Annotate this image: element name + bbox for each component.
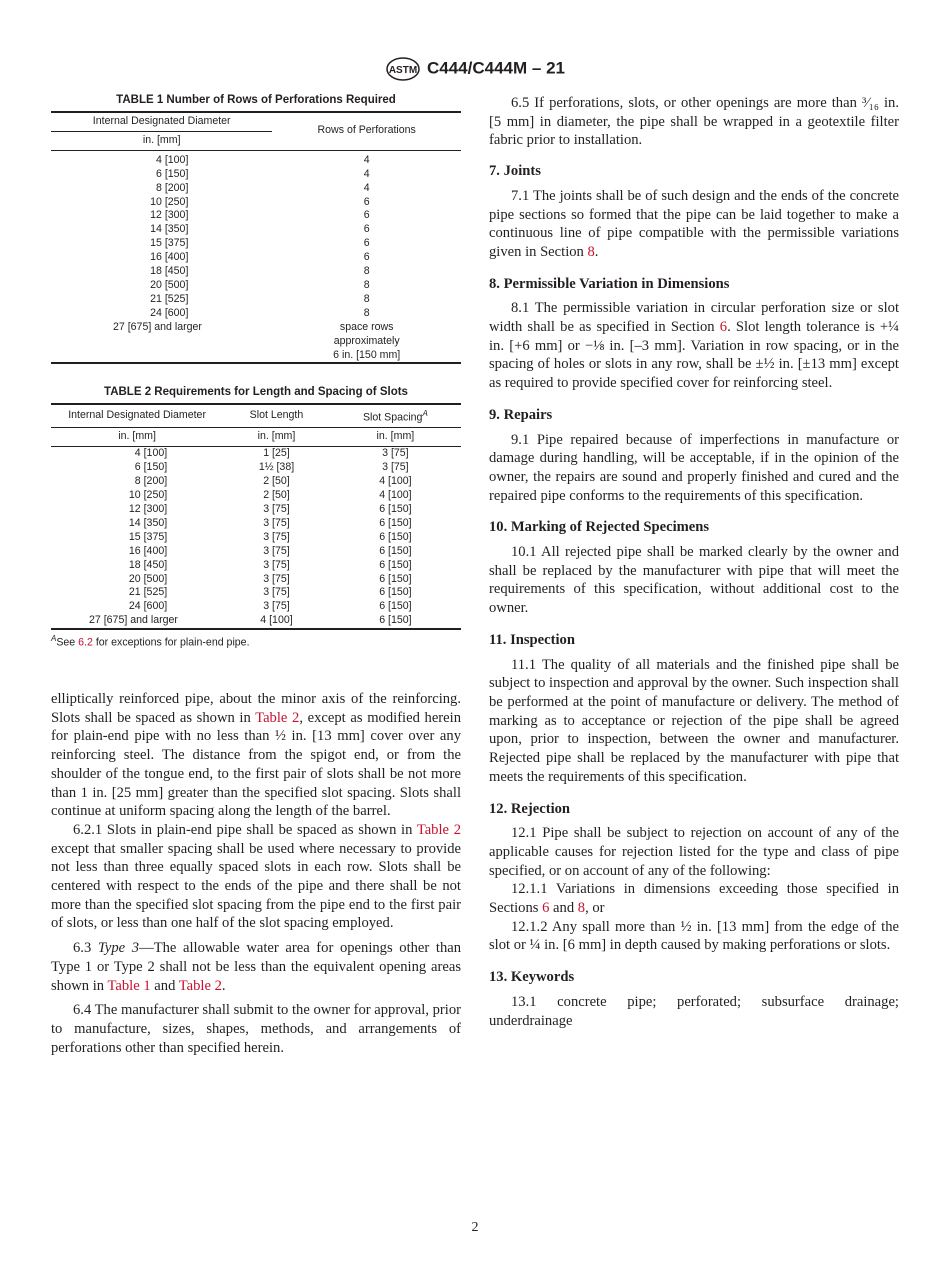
cell-rows: 6 xyxy=(363,223,370,236)
cross-reference-link[interactable]: 6 xyxy=(542,900,550,917)
section-heading: 7. Joints xyxy=(489,163,541,180)
cross-reference-link[interactable]: Table 1 xyxy=(107,977,151,994)
cell-slot-spacing: 6 [150] xyxy=(379,572,412,585)
section-link[interactable]: 6.2 xyxy=(78,636,93,649)
document-designation: C444/C444M – 21 xyxy=(427,58,565,78)
cell-diameter: 16 [400] xyxy=(128,544,168,557)
text: 12.1.2 Any spall more than ½ in. [13 mm] from the edge of the slot or ¼ in. [6 mm] in depth caused by making perforations or slots. xyxy=(489,918,899,954)
table-row xyxy=(51,517,461,531)
cell-diameter: 6 [150] xyxy=(134,461,168,474)
cell-slot-length: 1½ [38] xyxy=(258,461,295,474)
cell-diameter: 8 [200] xyxy=(155,181,189,194)
table-row xyxy=(51,489,461,503)
cell-slot-length: 1 [25] xyxy=(263,447,290,460)
table-row xyxy=(51,265,461,279)
cell-diameter: 8 [200] xyxy=(134,475,168,488)
text: 6.5 If perforations, slots, or other openings are more than ³⁄₁₆ in. [5 mm] in diameter, the pipe shall be wrapped in a geotextile filter fabric prior to installation. xyxy=(489,95,899,149)
table-row xyxy=(51,182,461,196)
text: 6.3 xyxy=(73,940,98,957)
cell-diameter: 12 [300] xyxy=(128,502,168,515)
paragraph xyxy=(489,543,899,618)
cell-diameter: 27 [675] and larger xyxy=(113,320,202,333)
text: 9.1 Pipe repaired because of imperfections in manufacture or damage during handling, will be acceptable, if in the opinion of the owner, the repairs are sound and properly finished and cured and the repaired pipe conforms to the requirements of this specification. xyxy=(489,431,899,504)
table-row xyxy=(51,321,461,364)
cell-diameter: 21 [525] xyxy=(128,586,168,599)
table-row xyxy=(51,461,461,475)
left-column-text xyxy=(51,690,461,1057)
table-row xyxy=(51,223,461,237)
table-2-footnote: $^A$See 6.2 for exceptions for plain-end pipe. xyxy=(51,634,250,649)
paragraph xyxy=(489,94,899,150)
table-row xyxy=(51,573,461,587)
cell-slot-length: 3 [75] xyxy=(263,502,290,515)
text: elliptically reinforced pipe, about the minor axis of the reinforcing. Slots shall be spaced as shown in xyxy=(51,691,461,726)
section-heading: 11. Inspection xyxy=(489,631,575,648)
cell-diameter: 10 [250] xyxy=(150,195,189,208)
col-header-slot-spacing: Slot Spacing$^A$ xyxy=(362,409,428,424)
text: 7.1 The joints shall be of such design and the ends of the concrete pipe sections so formed that the pipe can be laid together to make a continuous line of pipe compatible with the permissible variations given in Section xyxy=(489,187,899,260)
cell-diameter: 24 [600] xyxy=(150,306,189,319)
text: 12.1.1 Variations in dimensions exceeding those specified in Sections xyxy=(489,881,899,917)
paragraph xyxy=(489,431,899,506)
section-heading: 12. Rejection xyxy=(489,800,571,817)
cell-slot-length: 3 [75] xyxy=(263,544,290,557)
astm-logo-icon xyxy=(385,56,421,82)
paragraph xyxy=(489,824,899,880)
paragraph xyxy=(489,656,899,787)
table-2-title: TABLE 2 Requirements for Length and Spacing of Slots xyxy=(104,386,408,398)
text: . Slot length tolerance is +¼ in. [+6 mm] or −⅛ in. [–3 mm]. Variation in row spacing, or in the spacing of holes or slots in any row, shall be ±½ in. [±13 mm] except as required to provide specified cover for reinforcing steel. xyxy=(489,319,899,392)
table-1 xyxy=(51,94,461,364)
cross-reference-link[interactable]: 8 xyxy=(577,900,586,917)
cell-slot-length: 3 [75] xyxy=(263,586,290,599)
text: . xyxy=(221,977,226,994)
cell-rows: 6 xyxy=(363,195,370,208)
cell-rows: 4 xyxy=(363,153,370,166)
table-row xyxy=(51,196,461,210)
section-heading: 10. Marking of Rejected Specimens xyxy=(489,519,710,536)
text: 13.1 concrete pipe; perforated; subsurface drainage; underdrainage xyxy=(489,993,899,1029)
cell-slot-spacing: 4 [100] xyxy=(379,489,412,502)
cell-rows: 4 xyxy=(363,181,370,194)
cross-reference-link[interactable]: 8 xyxy=(587,243,595,260)
text: 11.1 The quality of all materials and the finished pipe shall be subject to inspection and approval by the owner. Such inspection shall be performed at the point of manufacture or delivery. The method of marking as to acceptance or rejection of the pipe shall be agreed upon, prior to inspection, between the owner and manufacturer. Rejected pipe shall be replaced by the manufacturer with pipe that meets the requirements of this specification. xyxy=(489,656,899,785)
right-column-text xyxy=(489,94,899,1030)
col-header-diameter: Internal Designated Diameter xyxy=(68,409,206,422)
cell-rows: 8 xyxy=(363,306,370,319)
svg-text:ASTM: ASTM xyxy=(388,65,418,76)
cross-reference-link[interactable]: 6 xyxy=(719,319,728,336)
table-row xyxy=(51,293,461,307)
paragraph xyxy=(489,993,899,1030)
cell-slot-length: 3 [75] xyxy=(263,558,290,571)
text: , or xyxy=(585,900,605,917)
table-row xyxy=(51,307,461,321)
table-row xyxy=(51,279,461,293)
cross-reference-link[interactable]: Table 2 xyxy=(178,977,222,994)
cell-rows: 8 xyxy=(363,265,370,278)
cell-diameter: 14 [350] xyxy=(128,516,168,529)
paragraph xyxy=(489,299,899,393)
table-row xyxy=(51,150,461,167)
text: , except as modified herein for plain-end pipe with no less than ½ in. [13 mm] cover over any reinforcing steel. The distance from the spigot end, or from the shoulder of the tongue end, to the first pair of slots shall be not more than 1 in. [25 mm] greater than the specified slot spacing. Slots shall continue at uniform spacing along the length of the barrel. xyxy=(51,709,461,820)
cell-slot-length: 4 [100] xyxy=(260,614,293,627)
text: 6.4 The manufacturer shall submit to the owner for approval, prior to manufacture, sizes, shapes, methods, and arrangements of perforations other than specified herein. xyxy=(51,1002,461,1056)
text: . xyxy=(594,243,599,260)
cross-reference-link[interactable]: Table 2 xyxy=(416,821,461,838)
col-header-rows: Rows of Perforations xyxy=(317,124,416,137)
table-row xyxy=(51,559,461,573)
paragraph xyxy=(51,1001,461,1057)
cell-slot-spacing: 6 [150] xyxy=(379,502,412,515)
unit: in. [mm] xyxy=(376,430,415,443)
cell-slot-length: 2 [50] xyxy=(263,475,290,488)
table-row xyxy=(51,545,461,559)
cell-slot-spacing: 6 [150] xyxy=(379,614,412,627)
cell-slot-spacing: 6 [150] xyxy=(379,530,412,543)
cell-rows: 6 xyxy=(363,237,370,250)
cell-rows: 4 xyxy=(363,167,370,180)
cell-slot-spacing: 6 [150] xyxy=(379,558,412,571)
cell-slot-length: 3 [75] xyxy=(263,530,290,543)
table-row xyxy=(51,475,461,489)
cell-diameter: 20 [500] xyxy=(150,278,189,291)
cell-slot-spacing: 3 [75] xyxy=(382,461,409,474)
text: and xyxy=(549,900,578,917)
cell-diameter: 15 [375] xyxy=(128,530,168,543)
cell-diameter: 18 [450] xyxy=(128,558,168,571)
col-header-unit: in. [mm] xyxy=(142,133,181,146)
cell-diameter: 21 [525] xyxy=(150,292,189,305)
cell-diameter: 27 [675] and larger xyxy=(89,614,178,627)
table-row xyxy=(51,503,461,517)
table-row xyxy=(51,600,461,614)
section-heading: 13. Keywords xyxy=(489,969,575,986)
col-header-slot-length: Slot Length xyxy=(249,409,304,422)
cell-diameter: 12 [300] xyxy=(150,209,189,222)
cell-diameter: 4 [100] xyxy=(134,447,168,460)
cell-diameter: 18 [450] xyxy=(150,265,189,278)
paragraph xyxy=(51,690,461,821)
cell-slot-spacing: 6 [150] xyxy=(379,516,412,529)
cell-slot-length: 3 [75] xyxy=(263,600,290,613)
cell-rows: 8 xyxy=(363,292,370,305)
cell-diameter: 16 [400] xyxy=(150,251,189,264)
paragraph xyxy=(51,821,461,933)
table-row xyxy=(51,209,461,223)
cell-rows: space rows approximately 6 in. [150 mm] xyxy=(333,320,401,361)
table-row xyxy=(51,447,461,461)
table-2 xyxy=(51,386,461,649)
cell-slot-spacing: 6 [150] xyxy=(379,544,412,557)
section-heading: 9. Repairs xyxy=(489,406,553,423)
cell-slot-length: 3 [75] xyxy=(263,516,290,529)
cell-diameter: 20 [500] xyxy=(128,572,168,585)
text: —The allowable water area for openings other than Type 1 or Type 2 shall not be less than the equivalent opening areas shown in xyxy=(51,940,462,994)
cell-diameter: 14 [350] xyxy=(150,223,189,236)
cell-slot-spacing: 6 [150] xyxy=(379,586,412,599)
cell-diameter: 24 [600] xyxy=(128,600,168,613)
cell-slot-length: 3 [75] xyxy=(263,572,290,585)
cell-rows: 6 xyxy=(363,251,370,264)
table-row xyxy=(51,586,461,600)
cell-slot-length: 2 [50] xyxy=(263,489,290,502)
unit: in. [mm] xyxy=(118,430,156,443)
text: 12.1 Pipe shall be subject to rejection on account of any of the applicable causes for rejection listed for the type and class of pipe specified, or on account of any of the following: xyxy=(489,825,899,879)
page-number: 2 xyxy=(471,1220,479,1235)
paragraph xyxy=(51,939,461,995)
emphasis-text: Type 3 xyxy=(97,940,140,957)
text: 8.1 The permissible variation in circular perforation size or slot width shall be as specified in Section xyxy=(489,300,899,336)
paragraph xyxy=(489,918,899,955)
cell-rows: 6 xyxy=(363,209,370,222)
cell-diameter: 10 [250] xyxy=(128,489,168,502)
page-header xyxy=(0,56,950,82)
text: except that smaller spacing shall be used where necessary to provide not less than three equally spaced slots in each row. Slots shall be centered with respect to the ends of the pipe and there shall be not more than the specified slot spacing from the pipe end to the first pair of slots, or less than one half of the slot spacing employed. xyxy=(51,840,461,932)
cell-slot-spacing: 6 [150] xyxy=(379,600,412,613)
paragraph xyxy=(489,880,899,917)
table-1-title: TABLE 1 Number of Rows of Perforations Required xyxy=(116,94,396,106)
cell-diameter: 6 [150] xyxy=(155,167,189,180)
text: 6.2.1 Slots in plain-end pipe shall be spaced as shown in xyxy=(73,821,417,838)
text: 10.1 All rejected pipe shall be marked clearly by the owner and shall be replaced by the manufacturer with pipe that will meet the requirements of this specification, without additional cost to the owner. xyxy=(489,544,899,617)
cell-rows: 8 xyxy=(363,278,370,291)
cross-reference-link[interactable]: Table 2 xyxy=(255,709,300,726)
unit: in. [mm] xyxy=(257,430,296,443)
table-row xyxy=(51,237,461,251)
table-row xyxy=(51,614,461,629)
cell-slot-spacing: 3 [75] xyxy=(382,447,409,460)
col-header-diameter: Internal Designated Diameter xyxy=(51,112,272,131)
table-row xyxy=(51,168,461,182)
text: and xyxy=(150,977,179,994)
section-heading: 8. Permissible Variation in Dimensions xyxy=(489,275,730,292)
table-row xyxy=(51,251,461,265)
cell-diameter: 4 [100] xyxy=(155,153,189,166)
paragraph xyxy=(489,187,899,262)
cell-diameter: 15 [375] xyxy=(150,237,189,250)
table-row xyxy=(51,531,461,545)
cell-slot-spacing: 4 [100] xyxy=(379,475,412,488)
